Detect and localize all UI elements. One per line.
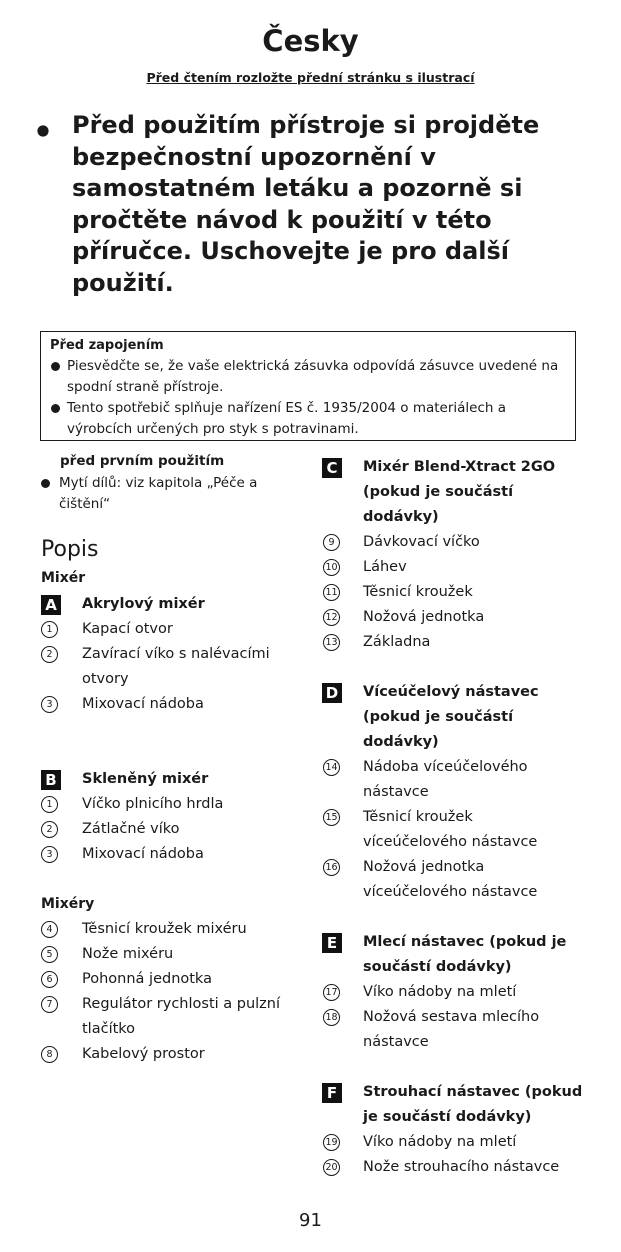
- list-item: Nožová jednotka víceúčelového nástavce: [363, 859, 538, 900]
- subtitle-text: Před čtením rozložte přední stránku s ilustrací: [146, 70, 475, 85]
- number-14-icon: 14: [323, 759, 340, 776]
- first-use-title: před prvním použitím: [60, 453, 225, 469]
- section-c-title: Mixér Blend-Xtract 2GO (pokud je součástí dodávky): [363, 459, 556, 525]
- list-item: Kapací otvor: [82, 621, 173, 637]
- intro-warning: Před použitím přístroje si projděte bezpečnostní upozornění v samostatném letáku a pozorně si pročtěte návod k použití v této příručce. Uschovejte je pro další použití.: [72, 111, 540, 297]
- list-item: Těsnicí kroužek mixéru: [82, 921, 247, 937]
- list-item: Nože strouhacího nástavce: [363, 1159, 560, 1175]
- number-1-icon: 1: [41, 621, 58, 638]
- list-item: Zavírací víko s nalévacími otvory: [82, 646, 270, 687]
- number-16-icon: 16: [323, 859, 340, 876]
- list-item: Mixovací nádoba: [82, 846, 204, 862]
- number-12-icon: 12: [323, 609, 340, 626]
- list-item: Nože mixéru: [82, 946, 174, 962]
- number-8-icon: 8: [41, 1046, 58, 1063]
- section-f-title: Strouhací nástavec (pokud je součástí dodávky): [363, 1084, 583, 1125]
- list-item: Víčko plnicího hrdla: [82, 796, 224, 812]
- number-11-icon: 11: [323, 584, 340, 601]
- list-item: Kabelový prostor: [82, 1046, 205, 1062]
- section-a-badge: A: [41, 595, 61, 615]
- list-item: Základna: [363, 634, 431, 650]
- list-item: Zátlačné víko: [82, 821, 180, 837]
- section-b-title: Skleněný mixér: [82, 771, 209, 787]
- section-f-badge: F: [322, 1083, 342, 1103]
- number-19-icon: 19: [323, 1134, 340, 1151]
- list-item: Pohonná jednotka: [82, 971, 212, 987]
- section-d-badge: D: [322, 683, 342, 703]
- page-subtitle: [0, 70, 621, 85]
- first-use-bullet: Mytí dílů: viz kapitola „Péče a čištění“: [59, 475, 258, 512]
- list-item: Těsnicí kroužek: [363, 584, 473, 600]
- section-e-badge: E: [322, 933, 342, 953]
- mixers-title: Mixéry: [41, 896, 95, 912]
- list-item: Víko nádoby na mletí: [363, 1134, 517, 1150]
- page-number: 91: [299, 1210, 322, 1231]
- list-item: Dávkovací víčko: [363, 534, 480, 550]
- section-b-badge: B: [41, 770, 61, 790]
- number-4-icon: 4: [41, 921, 58, 938]
- section-c-badge: C: [322, 458, 342, 478]
- number-7-icon: 7: [41, 996, 58, 1013]
- number-20-icon: 20: [323, 1159, 340, 1176]
- bullet-icon: [51, 404, 60, 413]
- number-13-icon: 13: [323, 634, 340, 651]
- number-3-icon: 3: [41, 846, 58, 863]
- bullet-icon: [51, 362, 60, 371]
- mixer-label: Mixér: [41, 570, 86, 586]
- section-d-title: Víceúčelový nástavec (pokud je součástí dodávky): [363, 684, 539, 750]
- list-item: Víko nádoby na mletí: [363, 984, 517, 1000]
- number-18-icon: 18: [323, 1009, 340, 1026]
- number-2-icon: 2: [41, 646, 58, 663]
- list-item: Těsnicí kroužek víceúčelového nástavce: [363, 809, 538, 850]
- number-2-icon: 2: [41, 821, 58, 838]
- list-item: Nádoba víceúčelového nástavce: [363, 759, 528, 800]
- number-1-icon: 1: [41, 796, 58, 813]
- number-17-icon: 17: [323, 984, 340, 1001]
- number-5-icon: 5: [41, 946, 58, 963]
- number-6-icon: 6: [41, 971, 58, 988]
- list-item: Nožová sestava mlecího nástavce: [363, 1009, 540, 1050]
- section-e-title: Mlecí nástavec (pokud je součástí dodávky): [363, 934, 567, 975]
- list-item: Láhev: [363, 559, 407, 575]
- number-15-icon: 15: [323, 809, 340, 826]
- list-item: Nožová jednotka: [363, 609, 485, 625]
- section-a-title: Akrylový mixér: [82, 596, 205, 612]
- number-9-icon: 9: [323, 534, 340, 551]
- list-item: Mixovací nádoba: [82, 696, 204, 712]
- before-connecting-bullet-1: Piesvědčte se, že vaše elektrická zásuvka odpovídá zásuvce uvedené na spodní straně přístroje.: [67, 358, 559, 395]
- number-10-icon: 10: [323, 559, 340, 576]
- bullet-icon: [37, 125, 48, 136]
- before-connecting-bullet-2: Tento spotřebič splňuje nařízení ES č. 1935/2004 o materiálech a výrobcích určených pro styk s potravinami.: [67, 400, 507, 437]
- page-title: Česky: [262, 24, 359, 58]
- bullet-icon: [41, 479, 50, 488]
- number-3-icon: 3: [41, 696, 58, 713]
- before-connecting-title: Před zapojením: [50, 338, 164, 353]
- list-item: Regulátor rychlosti a pulzní tlačítko: [82, 996, 281, 1037]
- description-heading: Popis: [41, 537, 99, 562]
